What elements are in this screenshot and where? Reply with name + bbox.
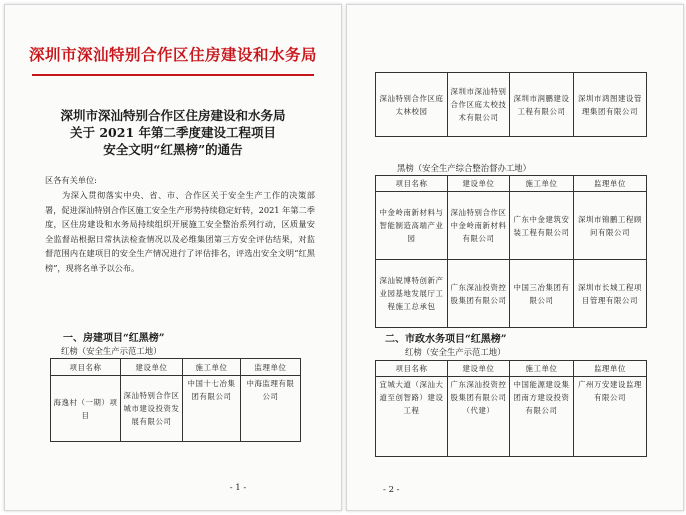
section-2-heading: 二、市政水务项目“红黑榜” — [385, 334, 507, 345]
red-list-label: 红榜（安全生产示范工地） — [61, 346, 162, 356]
cell-project-name: 深汕锐博特创新产业园基地发展厅工程施工总承包 — [376, 260, 448, 328]
page-number-1: - 1 - — [229, 483, 247, 493]
table-header-row — [51, 359, 301, 376]
header-project-name: 项目名称 — [376, 176, 448, 192]
cell-project-name: 宜城大道（深汕大道至创智路）建设工程 — [376, 377, 448, 457]
cell-builder: 深汕特别合作区城市建设投资发展有限公司 — [121, 376, 183, 442]
cell-supervisor: 深圳市锦鹏工程顾问有限公司 — [574, 192, 647, 260]
table-row — [376, 260, 647, 328]
section-1-heading: 一、房建项目“红黑榜” — [63, 333, 165, 344]
cell-contractor: 深圳市润鹏建设工程有限公司 — [510, 73, 574, 137]
header-builder: 建设单位 — [121, 359, 183, 376]
cell-contractor: 广东中金建筑安装工程有限公司 — [510, 192, 574, 260]
document-title-line-2: 关于 2021 年第二季度建设工程项目 — [70, 125, 276, 140]
red-list-table-housing — [50, 358, 301, 442]
black-list-label: 黑榜（安全生产综合整治督办工地） — [397, 163, 531, 173]
table-row — [376, 73, 647, 137]
header-builder: 建设单位 — [448, 176, 510, 192]
cell-project-name: 海逸村（一期）项目 — [51, 376, 121, 442]
red-list-label-municipal: 红榜（安全生产示范工地） — [405, 347, 506, 357]
table-row — [376, 192, 647, 260]
header-builder: 建设单位 — [448, 361, 510, 377]
cell-project-name: 中金岭南新材料与智能制造高端产业园 — [376, 192, 448, 260]
cell-builder: 深圳市深汕特别合作区庭太校技术有限公司 — [448, 73, 510, 137]
header-project-name: 项目名称 — [51, 359, 121, 376]
black-list-table — [375, 175, 647, 328]
cell-supervisor: 广州万安建设监理有限公司 — [574, 377, 647, 457]
table-header-row — [376, 176, 647, 192]
cell-contractor: 中国三冶集团有限公司 — [510, 260, 574, 328]
document-page-1 — [4, 4, 342, 511]
header-supervisor: 监理单位 — [241, 359, 301, 376]
red-header-rule — [32, 74, 314, 76]
table-row — [376, 377, 647, 457]
cell-builder: 广东深汕投资控股集团有限公司（代建） — [448, 377, 510, 457]
continued-red-list-table — [375, 72, 647, 137]
red-header-title: 深圳市深汕特别合作区住房建设和水务局 — [28, 45, 317, 64]
document-page-2 — [346, 4, 684, 511]
cell-supervisor: 深圳市长城工程项目管理有限公司 — [574, 260, 647, 328]
document-title-line-3: 安全文明“红黑榜”的通告 — [103, 142, 243, 157]
page-number-2: - 2 - — [383, 485, 400, 495]
red-list-table-municipal — [375, 360, 647, 457]
header-supervisor: 监理单位 — [574, 176, 647, 192]
cell-supervisor: 深圳市鸿图建设管理集团有限公司 — [574, 73, 647, 137]
document-title-line-1: 深圳市深汕特别合作区住房建设和水务局 — [60, 108, 286, 123]
cell-builder: 广东深汕投资控股集团有限公司 — [448, 260, 510, 328]
header-contractor: 施工单位 — [183, 359, 241, 376]
cell-contractor: 中国十七冶集团有限公司 — [183, 376, 241, 442]
body-paragraph: 为深入贯彻落实中央、省、市、合作区关于安全生产工作的决策部署，促进深汕特别合作区施工安全生产形势持续稳定好转，2021 年第二季度，区住房建设和水务局持续组织开展施工安全整治系列行动，区质量安全监督站根据日常执法检查情况以及必维集团第三方安全评估结果，对监督范围内在建项目的安全生产情况进行了评估排名，评选出安全文明“红黑榜”，现将名单予以公布。 — [45, 190, 315, 273]
table-header-row — [376, 361, 647, 377]
table-row — [51, 376, 301, 442]
header-project-name: 项目名称 — [376, 361, 448, 377]
header-contractor: 施工单位 — [510, 176, 574, 192]
header-contractor: 施工单位 — [510, 361, 574, 377]
cell-project-name: 深汕特别合作区庭太林校园 — [376, 73, 448, 137]
addressee: 区各有关单位: — [45, 175, 97, 185]
cell-contractor: 中国能源建设集团南方建设投资有限公司 — [510, 377, 574, 457]
cell-supervisor: 中海监理有限公司 — [241, 376, 301, 442]
header-supervisor: 监理单位 — [574, 361, 647, 377]
cell-builder: 深汕特别合作区中金岭南新材料有限公司 — [448, 192, 510, 260]
